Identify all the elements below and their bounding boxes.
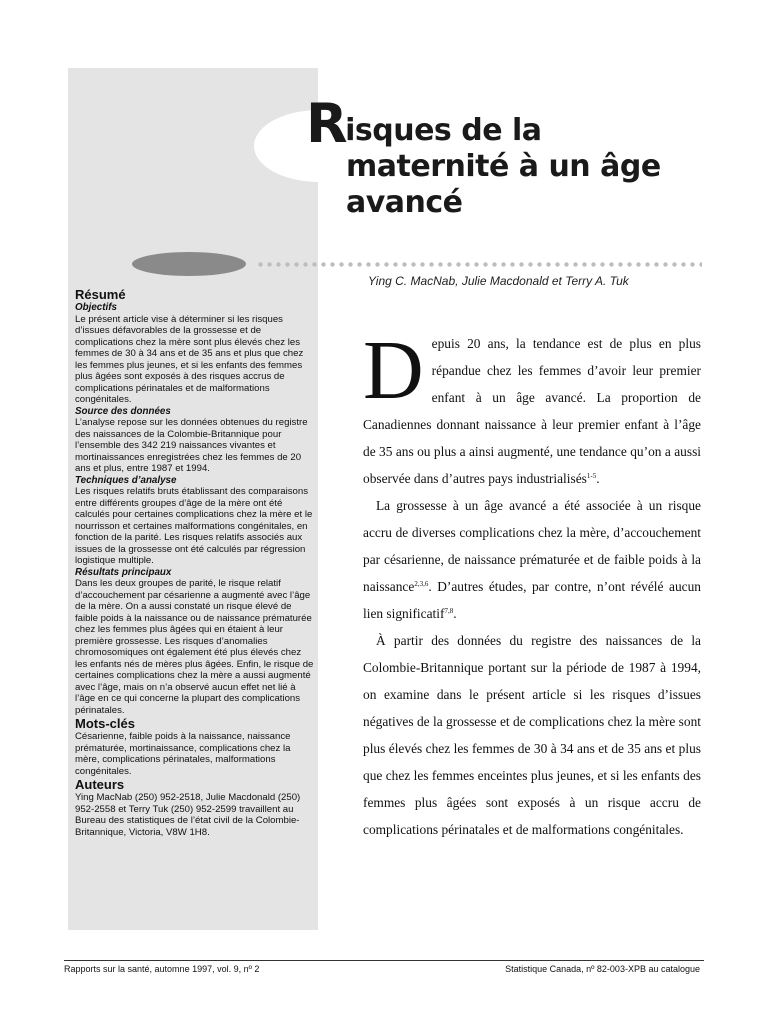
footer-publication: Rapports sur la santé, automne 1997, vol. 9, nº 2 xyxy=(64,964,260,974)
body-paragraph-3: À partir des données du registre des naissances de la Colombie-Britannique portant sur la période de 1987 à 1994, on examine dans le présent article si les risques d’issues négatives de la grossesse et de complications chez la mère sont plus élevés chez les femmes de 30 à 34 ans et de 35 ans et plus que chez les femmes enceintes plus jeunes, et si les enfants des femmes plus âgées sont exposés à un risque accru de complications périnatales et de malformations congénitales. xyxy=(363,633,701,837)
auteurs-text: Ying MacNab (250) 952-2518, Julie Macdonald (250) 952-2558 et Terry Tuk (250) 952-2599 travaillent au Bureau des statistiques de l’état civil de la Colombie-Britannique, Victoria, V8W 1H8. xyxy=(75,792,301,838)
title-line-2: maternité à un âge xyxy=(346,149,661,184)
motscles-heading: Mots-clés xyxy=(75,716,135,731)
decorative-pill xyxy=(132,252,246,276)
footer-rule xyxy=(64,960,704,961)
article-title xyxy=(306,92,726,221)
title-cap-letter: R xyxy=(306,92,348,155)
dotted-rule xyxy=(256,262,702,267)
p2-mid: . D’autres études, par contre, n’ont révélé aucun lien significatif xyxy=(363,579,701,621)
author-byline: Ying C. MacNab, Julie Macdonald et Terry A. Tuk xyxy=(368,274,629,288)
abstract-sidebar xyxy=(75,287,315,838)
article-body xyxy=(363,324,701,843)
title-line-3: avancé xyxy=(346,185,463,220)
objectifs-text: Le présent article vise à déterminer si les risques d’issues défavorables de la grossesse et de complications chez la mère sont plus élevés chez les femmes de 30 à 34 ans et de 35 ans et plus que chez les femmes plus jeunes, et si les enfants des femmes plus âgées sont exposés à des risques accrus de complications périnatales et de malformations congénitales. xyxy=(75,313,304,405)
p1-reference: 1-5 xyxy=(586,472,597,480)
objectifs-label: Objectifs xyxy=(75,302,117,313)
resultats-text: Dans les deux groupes de parité, le risque relatif d’accouchement par césarienne a augmenté avec l’âge de la mère. On a aussi constaté un risque élevé de faible poids à la naissance ou de naissance prématurée chez les femmes plus âgées qui en étaient à leur première grossesse. Les risques d’anomalies chromosomiques ont également été plus élevés chez les enfants nés de mères plus âgées. Enfin, le risque de certaines complications chez la mère a aussi augmenté avec l’âge, mais on n’a observé aucun effet net lié à l’âge en ce qui concerne la plupart des complications périnatales. xyxy=(75,578,314,716)
auteurs-heading: Auteurs xyxy=(75,777,125,792)
body-paragraph-1 xyxy=(363,324,701,492)
p2-reference: 2,3,6 xyxy=(414,580,429,588)
footer-catalogue: Statistique Canada, nº 82-003-XPB au catalogue xyxy=(505,964,700,974)
p1-end: . xyxy=(596,471,600,486)
drop-cap: D xyxy=(363,324,424,417)
p2-end: . xyxy=(453,606,457,621)
title-line-1: isques de la xyxy=(345,113,542,148)
source-label: Source des données xyxy=(75,405,171,417)
motscles-text: Césarienne, faible poids à la naissance, naissance prématurée, mortinaissance, complications chez la mère, complications périnatales, malformations congénitales. xyxy=(75,731,291,777)
p1-text: epuis 20 ans, la tendance est de plus en plus répandue chez les femmes d’avoir leur premier enfant à un âge avancé. La proportion de Canadiennes donnant naissance à leur premier enfant à l’âge de 35 ans ou plus a ainsi augmenté, une tendance qu’on a aussi observée dans d’autres pays industrialisés xyxy=(363,336,701,486)
resultats-label: Résultats principaux xyxy=(75,566,172,578)
p2-reference-2: 7,8 xyxy=(444,607,454,615)
techniques-label: Techniques d’analyse xyxy=(75,474,177,486)
abstract-heading: Résumé xyxy=(75,287,126,302)
body-paragraph-2 xyxy=(363,492,701,627)
source-text: L’analyse repose sur les données obtenues du registre des naissances de la Colombie-Britannique pour l’ensemble des 342 219 naissances vivantes et mortinaissances enregistrées chez les femmes de 20 ans et plus, entre 1987 et 1994. xyxy=(75,417,308,474)
p2-text: La grossesse à un âge avancé a été associée à un risque accru de diverses complications chez la mère, d’accouchement par césarienne, de naissance prématurée et de faible poids à la naissance xyxy=(363,498,701,594)
techniques-text: Les risques relatifs bruts établissant des comparaisons entre différents groupes d’âge de la mère ont été calculés pour certaines complications chez la mère et le nourrisson et certaines malformations congénitales, en fonction de la parité. Les risques relatifs associés aux issues de la grossesse ont été calculés par régression logistique multiple. xyxy=(75,486,313,566)
